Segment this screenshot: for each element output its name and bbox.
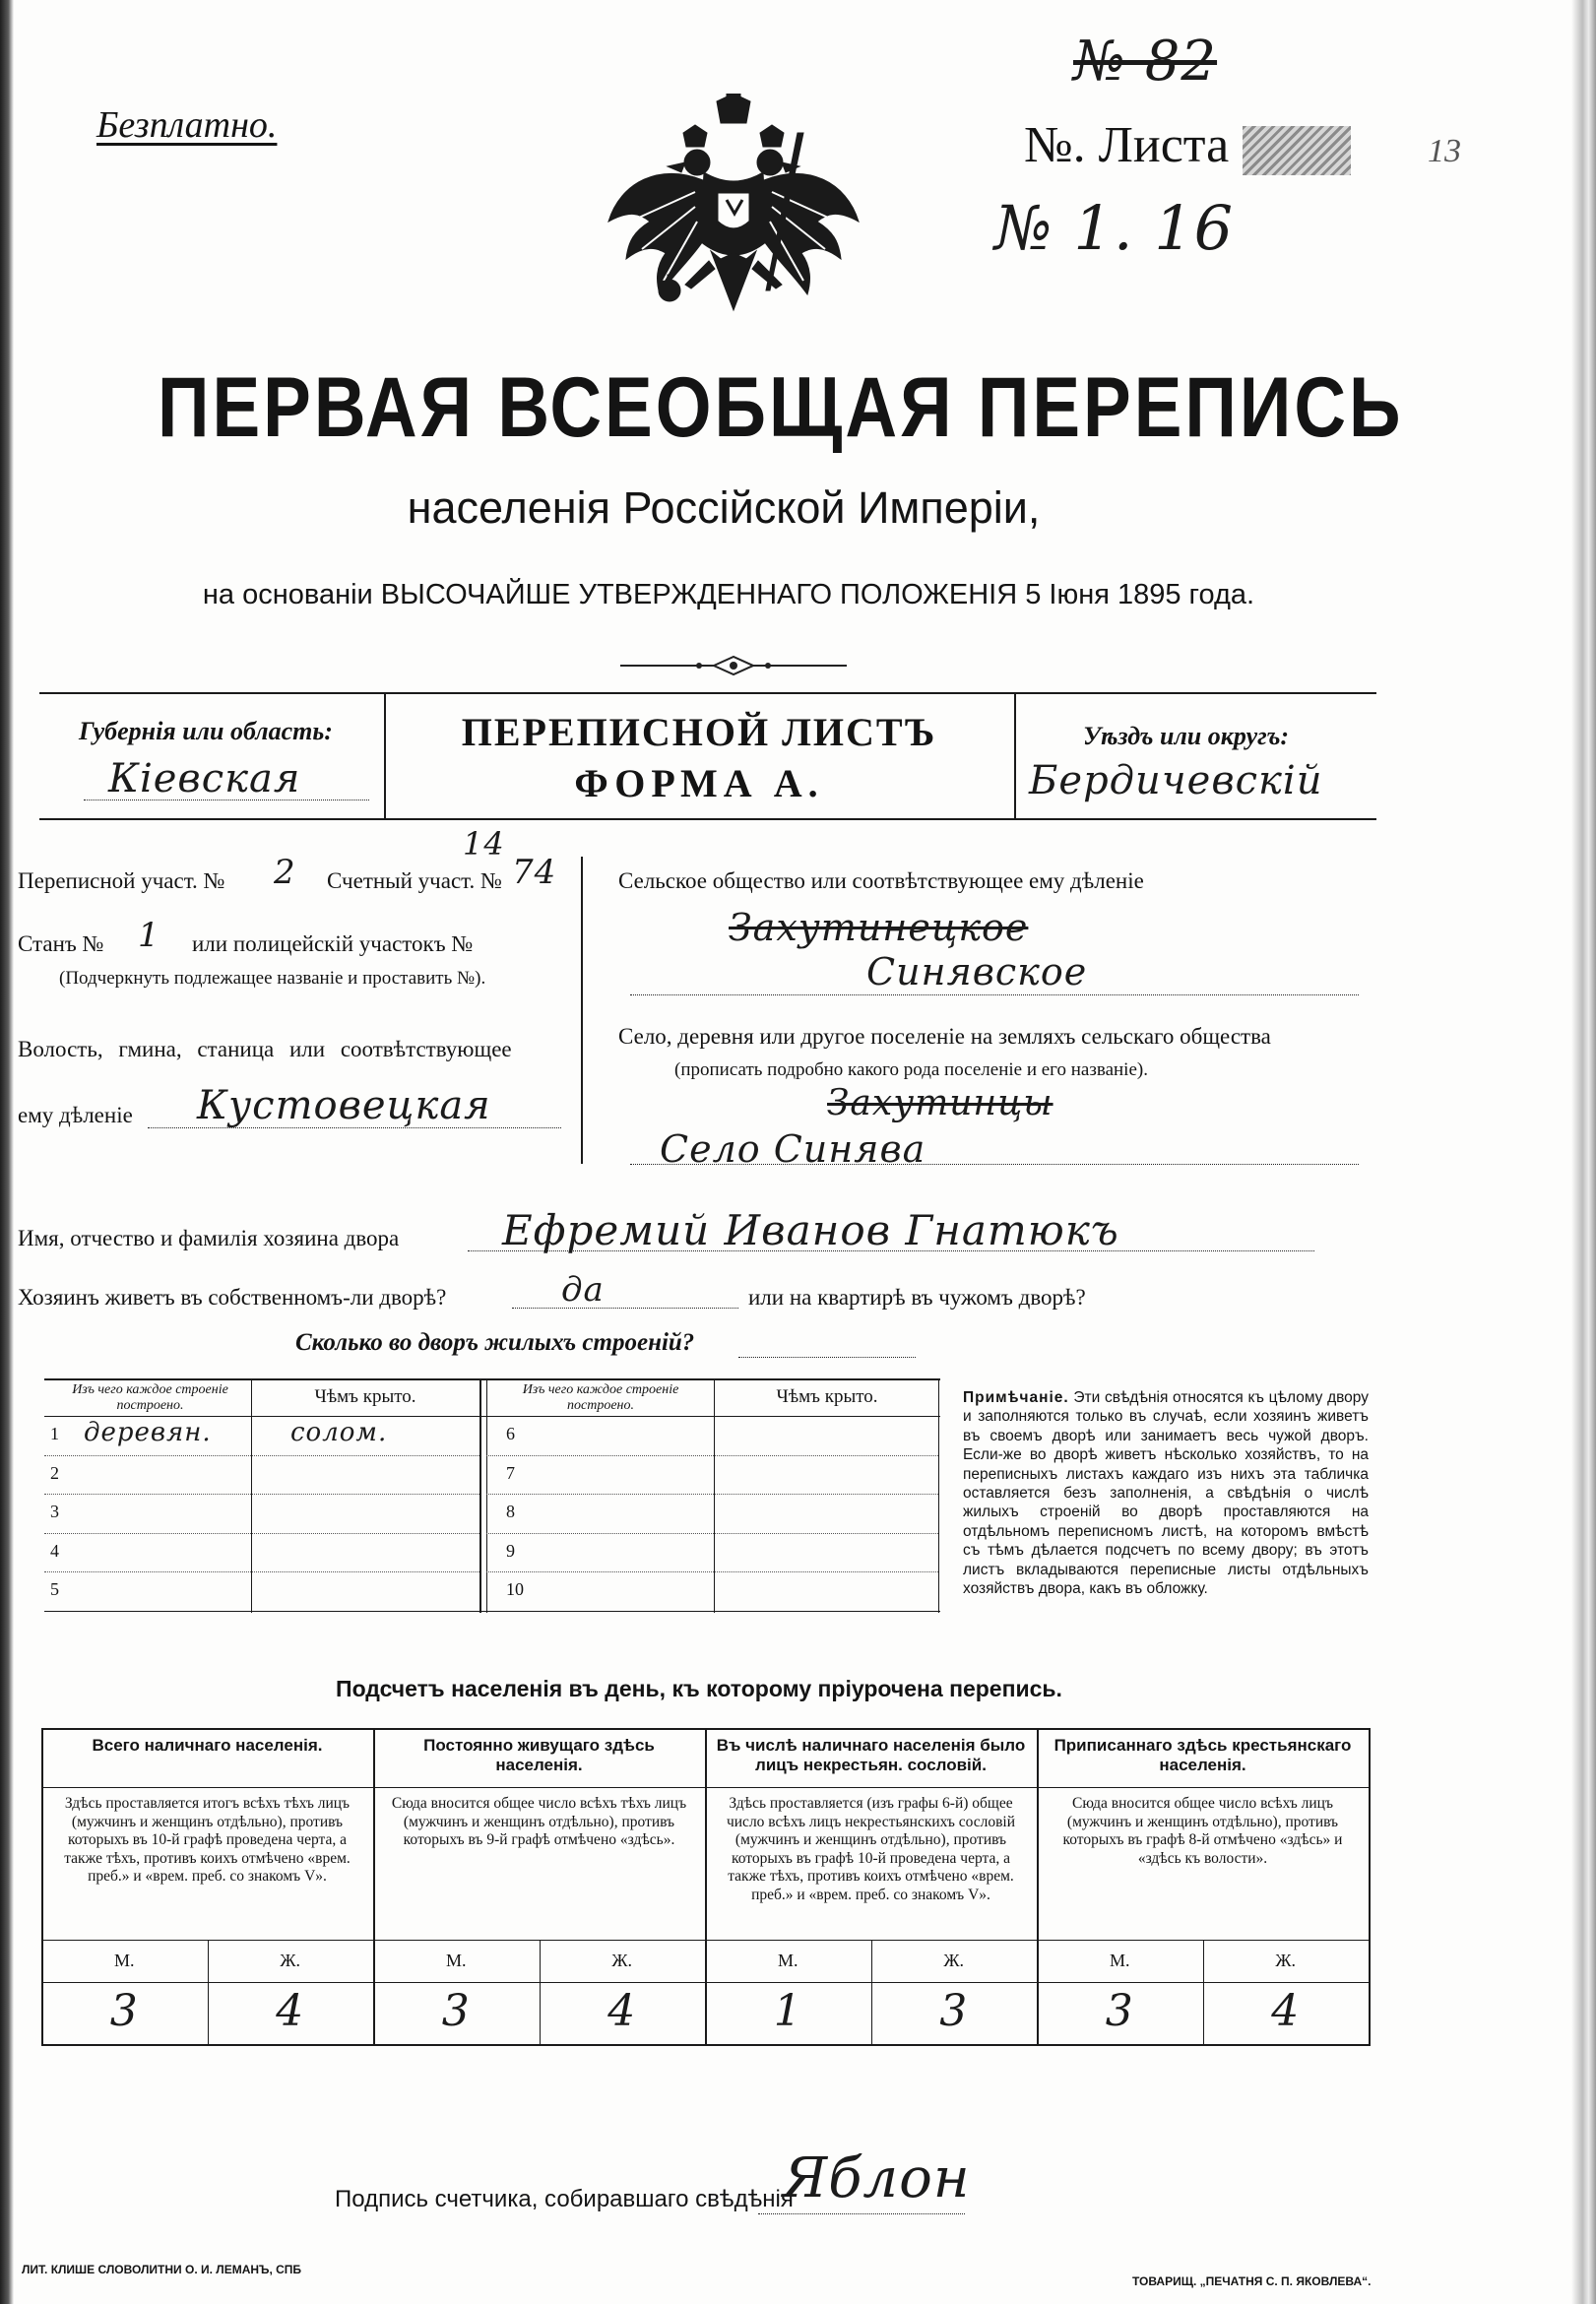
buildings-table [44,1378,940,1613]
tally-col-title: Постоянно живущаго здѣсь населенія. [423,1736,655,1774]
stan-note: (Подчеркнуть подлежащее названіе и проставить №). [59,968,486,989]
ornament-divider [620,655,847,676]
own-yard-label: Хозяинъ живетъ въ собственномъ-ли дворѣ? [18,1285,447,1310]
building-row-number: 3 [50,1502,59,1522]
tally-male-label: М. [113,1951,135,1970]
tally-female-value: 4 [276,1986,305,2036]
tally-col-title: Въ числѣ наличнаго населенія было лицъ некрестьян. сословій. [716,1736,1026,1774]
stan-label: Станъ № [18,931,104,956]
tally-male-value: 3 [109,1986,139,2036]
owner-line [468,1250,1314,1251]
tally-male-value: 1 [773,1986,802,2036]
building-row-number: 8 [506,1502,515,1522]
tally-female-label: Ж. [611,1951,633,1970]
building-row [44,1455,479,1496]
tally-col-desc: Сюда вносится общее число всѣхъ лицъ (мужчинъ и женщинъ отдѣльно), противъ которыхъ въ графѣ 8-й отмѣчено «здѣсь» и «здѣсь къ волости». [1062,1795,1343,1867]
society-value: Синявское [866,950,1088,993]
owner-name-label: Имя, отчество и фамилія хозяина двора [18,1226,400,1250]
rent-label: или на квартирѣ въ чужомъ дворѣ? [748,1285,1086,1310]
tally-male-label: М. [1109,1951,1130,1970]
village-line [630,1164,1359,1165]
tally-male-label: М. [777,1951,798,1970]
tally-female-label: Ж. [1275,1951,1297,1970]
building-row-number: 7 [506,1462,515,1483]
tally-col-desc: Здѣсь проставляется итогъ всѣхъ тѣхъ лицъ (мужчинъ и женщинъ отдѣльно), противъ которыхъ въ 10-й графѣ проведена черта, а также тѣхъ, противъ коихъ отмѣчено «врем. преб.» и «врем. преб. со знакомъ V». [64,1795,351,1885]
village-value-struck: Захутинцы [827,1083,1053,1123]
tally-table [41,1728,1371,2046]
building-row-number: 1 [50,1424,59,1443]
building-row-number: 4 [50,1540,59,1561]
society-value-struck: Захутинецкое [729,906,1029,949]
building-row [44,1571,479,1612]
province-label: Губернія или область: [79,717,333,745]
district-value: Бердичевскій [1029,758,1323,803]
tally-col-title: Приписаннаго здѣсь крестьянскаго населенія. [1053,1736,1352,1774]
tally-female-value: 3 [939,1986,969,2036]
own-yard-value: да [561,1270,605,1310]
building-row [486,1416,938,1456]
census-district-value: 2 [274,853,296,892]
scan-right-edge [1571,0,1596,2304]
police-label: или полицейскій участокъ № [192,931,474,956]
tally-female-label: Ж. [943,1951,965,1970]
buildings-line [738,1357,916,1358]
signature-value: Яблон [783,2146,971,2210]
building-row [486,1571,938,1612]
tally-column [705,1728,1037,2044]
printer-left: ЛИТ. КЛИШЕ СЛОВОЛИТНИ О. И. ЛЕМАНЪ, СПБ [22,2263,302,2276]
scan-left-edge [0,0,14,2304]
rule-bottom [39,818,1376,820]
main-title: ПЕРВАЯ ВСЕОБЩАЯ ПЕРЕПИСЬ [158,360,1404,455]
volost-value: Кустовецкая [197,1083,491,1128]
rule-prov [384,692,386,818]
counting-district-extra: 14 [463,825,505,863]
sheet-no-label: №. Листа [1024,117,1230,173]
basis-line: на основаніи ВЫСОЧАЙШЕ УТВЕРЖДЕННАГО ПОЛОЖЕНІЯ 5 Іюня 1895 года. [202,579,1255,610]
col-material-right: Изъ чего каждое строеніе построено. [522,1382,679,1413]
district-label: Уѣздъ или округъ: [1083,722,1290,750]
building-row-number: 5 [50,1579,59,1600]
top-right-handwritten: № 82 [1073,30,1218,94]
tally-col-desc: Сюда вносится общее число всѣхъ тѣхъ лицъ (мужчинъ и женщинъ отдѣльно), противъ которыхъ въ 9-й графѣ отмѣчено «здѣсь». [391,1795,687,1848]
note-lead: Примѣчаніе. [963,1389,1069,1406]
building-row-number: 10 [506,1579,524,1600]
building-row [486,1494,938,1534]
tally-female-value: 4 [607,1986,637,2036]
volost-label: Волость, гмина, станица или соотвѣтствующее [18,1037,512,1061]
volost-line [148,1127,561,1128]
stan-value: 1 [138,916,160,955]
sheet-title: ПЕРЕПИСНОЙ ЛИСТЪ [461,710,937,754]
own-yard-line [512,1308,738,1309]
building-row [44,1494,479,1534]
margin-mark: 13 [1428,133,1461,169]
province-value: Кіевская [108,756,301,801]
tally-column [373,1728,705,2044]
signature-line [758,2213,965,2214]
building-row-number: 9 [506,1540,515,1561]
census-district-label: Переписной участ. № [18,868,225,893]
free-label: Безплатно. [96,104,278,146]
tally-male-label: М. [445,1951,467,1970]
tally-female-label: Ж. [280,1951,301,1970]
sheet-no-handwritten: № 1. 16 [994,192,1235,264]
society-line [630,994,1359,995]
note-block [963,1388,1369,1598]
tally-heading: Подсчетъ населенія въ день, къ которому пріурочена перепись. [336,1676,1062,1701]
col-roof-right: Чѣмъ крыто. [776,1386,878,1407]
building-row [44,1533,479,1573]
counting-district-label: Счетный участ. № [327,868,502,893]
village-value: Село Синява [660,1127,926,1171]
society-label: Сельское общество или соотвѣтствующее ему дѣленіе [618,868,1144,893]
col-roof-left: Чѣмъ крыто. [314,1386,416,1407]
volost-label-2: ему дѣленіе [18,1103,133,1127]
buildings-question: Сколько во дворъ жилыхъ строеній? [295,1329,695,1356]
rule-top [39,692,1376,694]
building-roof: солом. [290,1418,388,1447]
tally-female-value: 4 [1271,1986,1301,2036]
building-row-number: 2 [50,1462,59,1483]
tally-col-desc: Здѣсь проставляется (изъ графы 6-й) общее число всѣхъ лицъ некрестьянскихъ сословій (мужчинъ и женщинъ отдѣльно), противъ которыхъ въ графѣ 10-й проведена черта, а также тѣхъ, противъ коихъ отмѣчено «врем. преб.» и «врем. преб. со знакомъ V». [726,1795,1016,1903]
subtitle: населенія Россійской Имперіи, [407,482,1041,533]
tally-column [41,1728,373,2044]
counting-district-value: 74 [512,853,557,892]
building-row-number: 6 [506,1424,515,1443]
tally-column [1037,1728,1369,2044]
village-note: (прописать подробно какого рода поселеніе и его названіе). [674,1059,1148,1080]
building-material: деревян. [84,1418,212,1447]
tally-male-value: 3 [441,1986,471,2036]
note-text: Эти свѣдѣнія относятся къ цѣлому двору и заполняются только въ случаѣ, если хозяинъ живетъ въ своемъ дворѣ или занимаетъ весь чужой дворъ. Если-же во дворѣ живетъ нѣсколько хозяйствъ, то на переписныхъ листахъ каждаго изъ нихъ эта табличка оставляется безъ заполненія, а свѣдѣнія о числѣ жилыхъ строеній во дворѣ проставляются на отдѣльномъ переписномъ листѣ, на которомъ вмѣстѣ съ тѣмъ дѣлается подсчетъ по всему двору; въ этотъ листъ вкладываются переписные листы отдѣльныхъ хозяйствъ двора, какъ въ обложку. [963,1389,1369,1598]
owner-name-value: Ефремий Иванов Гнатюкъ [502,1206,1119,1254]
tally-male-value: 3 [1105,1986,1134,2036]
sheet-no-struck-box [1243,126,1351,175]
rule-mid [581,857,583,1164]
printer-right: ТОВАРИЩ. „ПЕЧАТНЯ С. П. ЯКОВЛЕВА“. [1132,2274,1372,2288]
village-label: Село, деревня или другое поселеніе на земляхъ сельскаго общества [618,1024,1271,1049]
signature-label: Подпись счетчика, собиравшаго свѣдѣнія [335,2186,794,2212]
form-title: ФОРМА А. [574,761,824,805]
building-row [44,1416,479,1456]
rule-dist [1014,692,1016,818]
building-row [486,1455,938,1496]
col-material-left: Изъ чего каждое строеніе построено. [72,1382,228,1413]
imperial-eagle-emblem [601,94,866,335]
tally-col-title: Всего наличнаго населенія. [92,1736,323,1755]
building-row [486,1533,938,1573]
